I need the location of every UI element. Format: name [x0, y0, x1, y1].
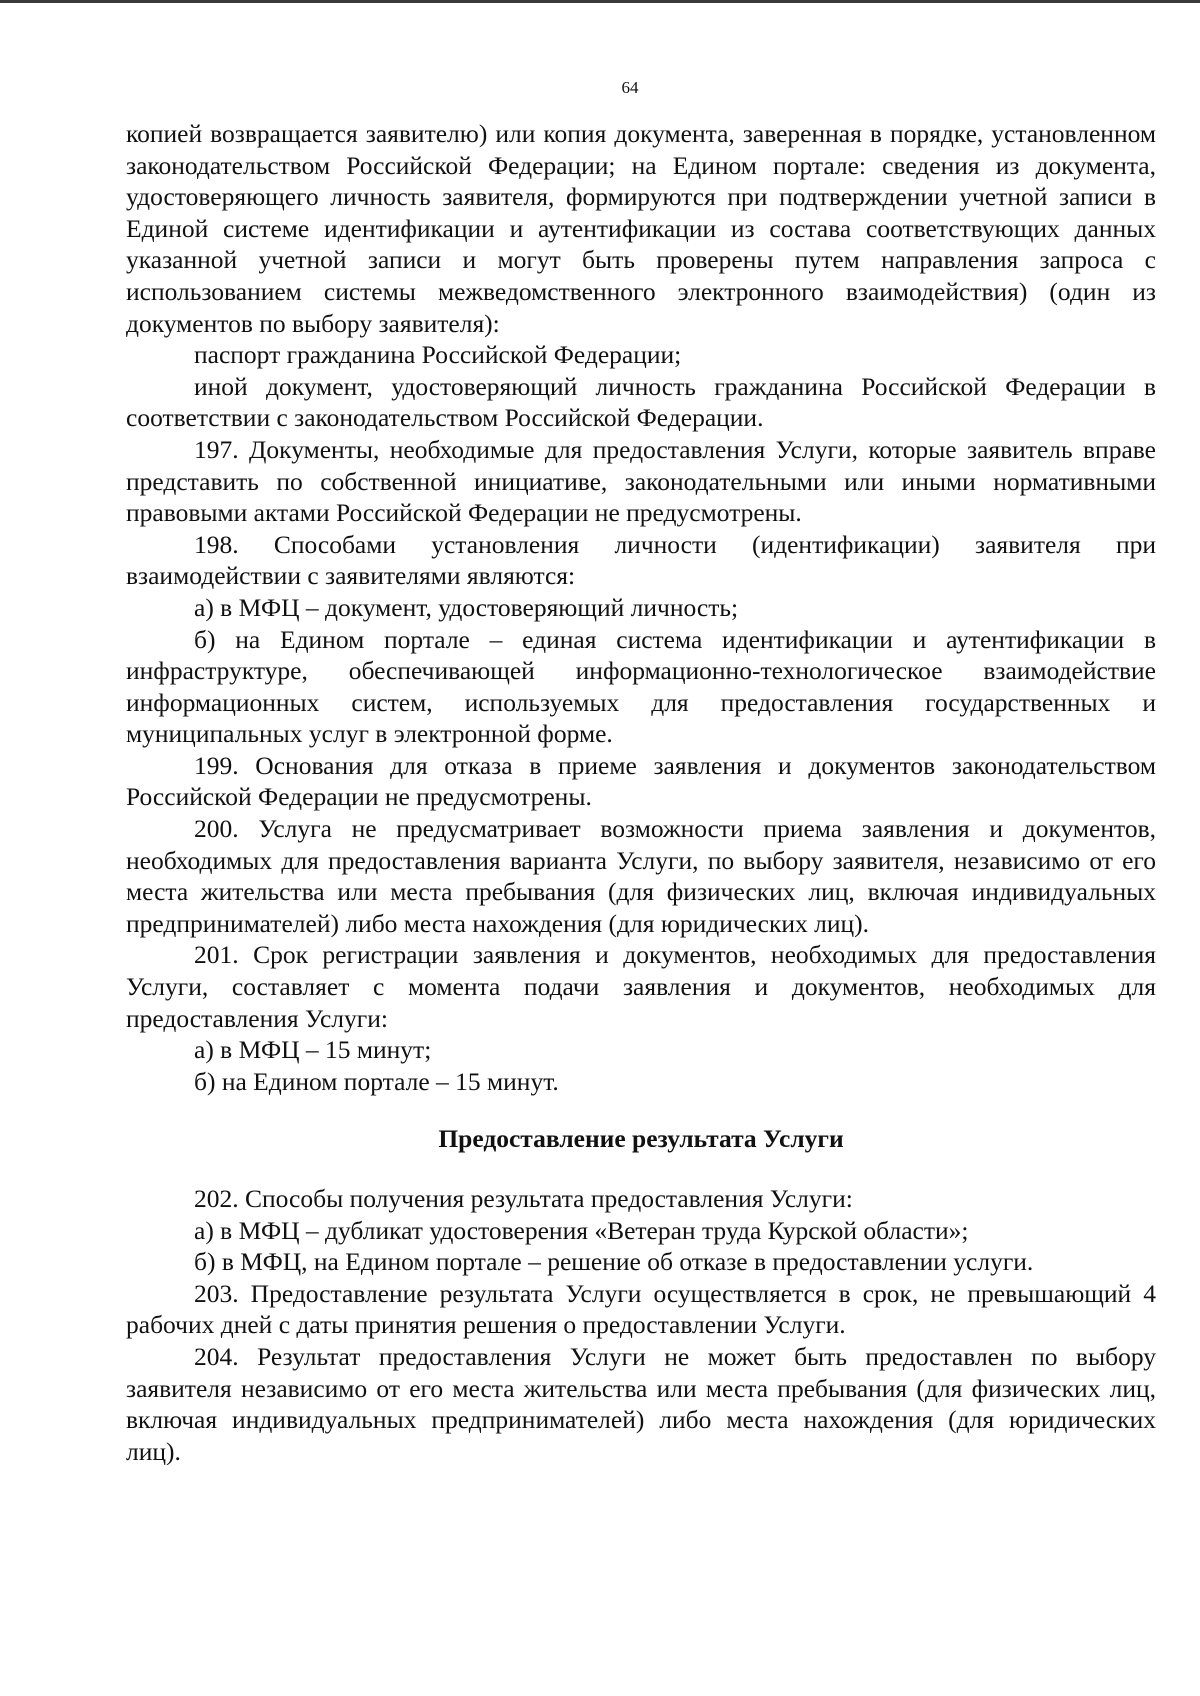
- paragraph: копией возвращается заявителю) или копия документа, заверенная в порядке, установленном законодательством Российской Федерации; на Едином портале: сведения из документа, удостоверяющего личность заявителя, формируются при подтверждении учетной записи в Единой системе идентификации и аутентификации из состава соответствующих данных указанной учетной записи и могут быть проверены путем направления запроса с использованием системы межведомственного электронного взаимодействия) (один из документов по выбору заявителя):: [126, 119, 1156, 338]
- scan-top-border: [0, 0, 1200, 3]
- paragraph: б) на Едином портале – 15 минут.: [194, 1066, 559, 1096]
- paragraphs-before-heading: [126, 118, 1156, 1097]
- paragraph: а) в МФЦ – дубликат удостоверения «Ветеран труда Курской области»;: [194, 1215, 969, 1245]
- paragraph: 197. Документы, необходимые для предоставления Услуги, которые заявитель вправе представить по собственной инициативе, законодательными или иными нормативными правовыми актами Российской Федерации не предусмотрены.: [126, 434, 1156, 528]
- paragraph: 198. Способами установления личности (идентификации) заявителя при взаимодействии с заявителями являются:: [126, 529, 1156, 591]
- paragraph: а) в МФЦ – документ, удостоверяющий личность;: [194, 592, 739, 622]
- paragraphs-after-heading: [126, 1183, 1156, 1467]
- paragraph: 202. Способы получения результата предоставления Услуги:: [194, 1184, 853, 1213]
- paragraph: а) в МФЦ – 15 минут;: [194, 1035, 432, 1065]
- document-body: [126, 118, 1156, 1467]
- paragraph: 201. Срок регистрации заявления и документов, необходимых для предоставления Услуги, составляет с момента подачи заявления и документов, необходимых для предоставления Услуги:: [126, 940, 1156, 1033]
- paragraph: б) в МФЦ, на Едином портале – решение об отказе в предоставлении услуги.: [194, 1247, 1034, 1277]
- paragraph: паспорт гражданина Российской Федерации;: [194, 340, 682, 370]
- paragraph: 200. Услуга не предусматривает возможности приема заявления и документов, необходимых для предоставления варианта Услуги, по выбору заявителя, независимо от его места жительства или места пребывания (для физических лиц, включая индивидуальных предпринимателей) либо места нахождения (для юридических лиц).: [126, 814, 1156, 938]
- section-heading: Предоставление результата Услуги: [438, 1124, 844, 1154]
- paragraph: 204. Результат предоставления Услуги не может быть предоставлен по выбору заявителя независимо от его места жительства или места пребывания (для физических лиц, включая индивидуальных предпринимателей) либо места нахождения (для юридических лиц).: [126, 1341, 1156, 1466]
- paragraph: иной документ, удостоверяющий личность гражданина Российской Федерации в соответствии с законодательством Российской Федерации.: [126, 371, 1156, 433]
- page-number: 64: [621, 78, 639, 97]
- paragraph: б) на Едином портале – единая система идентификации и аутентификации в инфраструктуре, обеспечивающей информационно-технологическое взаимодействие информационных систем, используемых для предоставления государственных и муниципальных услуг в электронной форме.: [126, 624, 1156, 749]
- paragraph: 199. Основания для отказа в приеме заявления и документов законодательством Российской Федерации не предусмотрены.: [126, 750, 1156, 812]
- paragraph: 203. Предоставление результата Услуги осуществляется в срок, не превышающий 4 рабочих дней с даты принятия решения о предоставлении Услуги.: [126, 1278, 1156, 1340]
